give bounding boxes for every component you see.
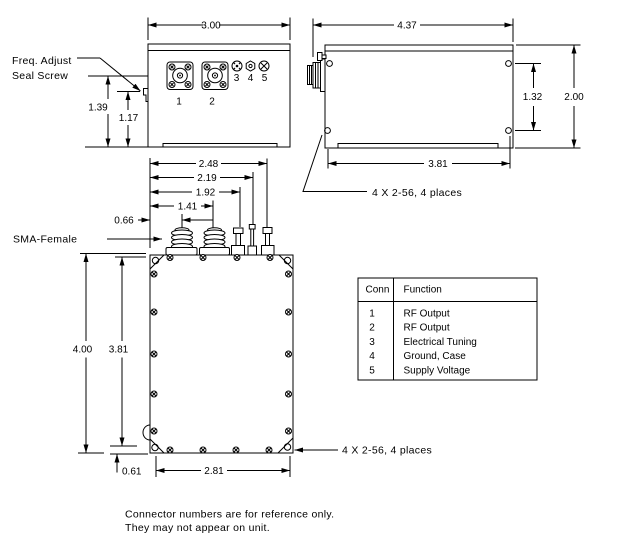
screw-icon: [151, 309, 157, 315]
connector-1-label: 1: [176, 96, 182, 108]
side-sma-connector-icon: [308, 53, 327, 92]
connector-position-dims: [13, 158, 267, 248]
dim-3-81-side-value: 3.81: [428, 159, 448, 170]
seal-screw-icon: [144, 89, 149, 102]
dim-0-61-value: 0.61: [122, 466, 142, 478]
connector-5-label: 5: [261, 73, 268, 84]
side-enclosure-outline: [325, 45, 513, 148]
dim-1-41-value: 1.41: [177, 201, 198, 213]
note-line-2: They may not appear on unit.: [125, 522, 270, 534]
dim-0-66-value: 0.66: [114, 215, 134, 227]
screw-callout-bottom: [295, 445, 433, 457]
plan-sma-connector-1-icon: [166, 228, 197, 255]
table-function-1: RF Output: [403, 308, 450, 320]
plan-pin-3-icon: [232, 228, 245, 255]
table-function-5: Supply Voltage: [403, 365, 471, 377]
freq-adjust-label-1: Freq. Adjust: [12, 55, 72, 67]
plan-sma-connector-2-icon: [200, 228, 230, 255]
seal-screw-boss-icon: [143, 425, 150, 440]
table-conn-3: 3: [369, 336, 375, 348]
screw-callout-side-label: 4 X 2-56, 4 places: [372, 187, 463, 199]
freq-adjust-callout: [12, 55, 141, 91]
screw-icon: [286, 309, 292, 315]
table-function-2: RF Output: [403, 322, 450, 334]
dim-4-00-value: 4.00: [72, 344, 93, 356]
screw-icon: [286, 428, 292, 434]
table-function-4: Ground, Case: [403, 351, 466, 363]
side-view: [303, 19, 584, 200]
screw-icon: [151, 391, 157, 397]
screw-icon: [151, 271, 157, 277]
notes: [125, 509, 334, 535]
screw-icon: [286, 391, 292, 397]
dim-1-39-value: 1.39: [88, 102, 108, 114]
sma-female-callout: [13, 234, 162, 246]
connector-4-label: 4: [247, 73, 254, 84]
screw-icon: [267, 255, 273, 261]
connector-1-sma-icon: [167, 62, 193, 90]
dim-4-37-value: 4.37: [397, 20, 417, 32]
table-conn-5: 5: [369, 365, 375, 377]
dim-2-00-value: 2.00: [564, 92, 584, 103]
screw-icon: [167, 447, 173, 453]
table-conn-4: 4: [369, 351, 375, 363]
front-enclosure-outline: [148, 44, 290, 147]
table-header-conn: Conn: [365, 284, 390, 296]
plan-pin-5-icon: [262, 228, 275, 256]
dim-3-81-plan-value: 3.81: [108, 344, 129, 356]
connector-3-label: 3: [233, 73, 240, 84]
table-conn-2: 2: [369, 322, 375, 334]
dim-front-width-value: 3.00: [201, 20, 221, 32]
screw-icon: [233, 447, 239, 453]
dim-side-hole-spacing: [515, 64, 543, 131]
dim-front-width: [148, 18, 290, 41]
screw-icon: [200, 255, 206, 261]
screw-icon: [151, 428, 157, 434]
connector-table: [358, 278, 537, 380]
freq-adjust-label-2: Seal Screw: [12, 70, 69, 82]
front-view: [12, 18, 290, 148]
screw-callout-bottom-label: 4 X 2-56, 4 places: [342, 444, 433, 457]
connector-2-sma-icon: [202, 62, 228, 90]
dim-2-48-value: 2.48: [198, 159, 219, 170]
screw-icon: [167, 255, 173, 261]
sma-female-label: SMA-Female: [13, 233, 78, 246]
table-header-function: Function: [403, 284, 442, 296]
connector-2-label: 2: [209, 96, 215, 108]
dim-1-17-value: 1.17: [118, 113, 139, 124]
dim-plan-base: [156, 456, 290, 477]
plan-enclosure-outline: [150, 255, 293, 453]
dim-0-61: [110, 454, 148, 478]
screw-icon: [200, 447, 206, 453]
dim-1-32-value: 1.32: [522, 92, 543, 103]
dim-plan-hole-spacing: [109, 257, 146, 446]
table-function-3: Electrical Tuning: [403, 336, 477, 348]
screw-icon: [266, 447, 272, 453]
table-conn-1: 1: [369, 308, 375, 320]
dim-2-19-value: 2.19: [197, 173, 217, 184]
dim-2-81-value: 2.81: [204, 466, 224, 477]
screw-icon: [151, 351, 157, 357]
dim-1-92-value: 1.92: [195, 187, 216, 199]
note-line-1: Connector numbers are for reference only.: [125, 508, 335, 521]
dim-0-66: [114, 214, 213, 228]
screw-icon: [234, 255, 240, 261]
screw-icon: [286, 351, 292, 357]
dim-front-heights: [85, 76, 150, 147]
plan-pin-4-icon: [248, 225, 257, 256]
screw-icon: [286, 271, 292, 277]
